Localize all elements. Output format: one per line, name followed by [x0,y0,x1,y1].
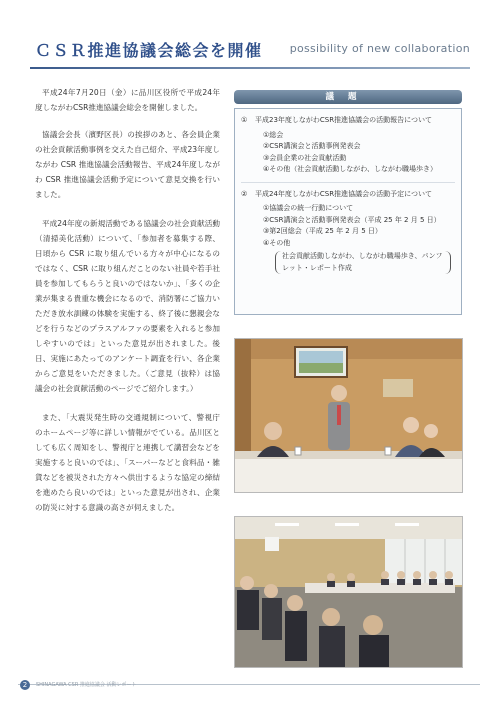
agenda-section [241,115,455,176]
agenda-item: ③会員企業の社会貢献活動 [263,153,347,162]
agenda-item-list [263,203,455,249]
body-paragraph: 協議会会長（濱野区長）の挨拶のあと、各会員企業の社会貢献活動事例を交えた自己紹介、平成23年度しながわ CSR 推進協議会活動報告、平成24年度しながわ CSR 推進協議会活動予定について意見交換を行いました。 [35,130,220,199]
agenda-section [241,189,455,275]
header-rule [30,67,470,69]
agenda-divider [241,182,455,183]
page-subtitle: possibility of new collaboration [289,42,470,55]
agenda-section-text: 平成23年度しながわCSR推進協議会の活動報告について [255,116,432,124]
agenda-item: ③第2回総会（平成 25 年 2 月 5 日） [263,227,382,235]
agenda-box [234,108,462,315]
agenda-item: ①総会 [263,130,284,139]
body-paragraph: また、「大震災発生時の交通規制について、警視庁のホームページ等に詳しい情報がでている。品川区としても広く周知をし、警視庁と連携して講習会などを実施すると良いのでは」、「スーパーなどと食料品・雑貨などを被災された方々へ供出するような協定の締結を進めたら良いのでは」といった意見が出され、企業の防災に対する意識の高さが伺えました。 [35,413,220,512]
meeting-photo-speaker-illustration [235,339,463,493]
agenda-item: ①協議会の統一行動について [263,204,354,212]
article-body [35,85,220,527]
agenda-section-title [241,115,455,127]
agenda-item: ④その他（社会貢献活動しながわ、しながわ職場歩き） [263,165,437,173]
meeting-photo-room [234,516,463,668]
meeting-photo-room-illustration [235,517,463,668]
agenda-section-title [241,189,455,201]
agenda-item-list [263,130,455,176]
body-paragraph: 平成24年7月20日（金）に品川区役所で平成24年度しながわCSR推進協議会総会を開催しました。 [35,88,220,112]
agenda-heading: 議題 [234,90,462,104]
agenda-item: ②CSR講演会と活動事例発表会（平成 25 年 2 月 5 日） [263,215,441,224]
footer-text: SHINAGAWA CSR 推進協議会 活動レポート [36,682,137,688]
agenda-item: ②CSR講演会と活動事例発表会 [263,142,361,150]
page-title: ＣＳＲ推進協議会総会を開催 [35,41,263,60]
agenda-section-number: ① [241,116,248,124]
page-number: 2 [20,680,30,690]
agenda-note: 社会貢献活動しながわ、しながわ職場歩き、パンフレット・レポート作成 [275,251,451,274]
body-paragraph: 平成24年度の新規活動である協議会の社会貢献活動（清掃美化活動）について、「参加者を募集する際、日頃から CSR に取り組んでいる方々が中心になるのではなく、CSR に取り組んだことのない社員や若手社員を参加してもらうと良いのではないか」、「多くの企業が集まる貴重な機会になるので、消防署にご協力いただき放水訓練の体験を実施する、終了後に懇親会などを行うなどのプラスアルファの要素を入れると参加しやすいのでは」といった意見が出されました。後日、実施にあたってのアンケート調査を行い、各企業からご意見をいただきました。（ご意見（抜粋）は協議会の社会貢献活動のページでご紹介します。） [35,219,220,393]
page-header [0,38,500,68]
agenda-section-number: ② [241,189,248,198]
agenda-section-text: 平成24年度しながわCSR推進協議会の活動予定について [255,189,432,198]
meeting-photo-speaker [234,338,463,493]
agenda-item: ④その他 [263,238,291,247]
